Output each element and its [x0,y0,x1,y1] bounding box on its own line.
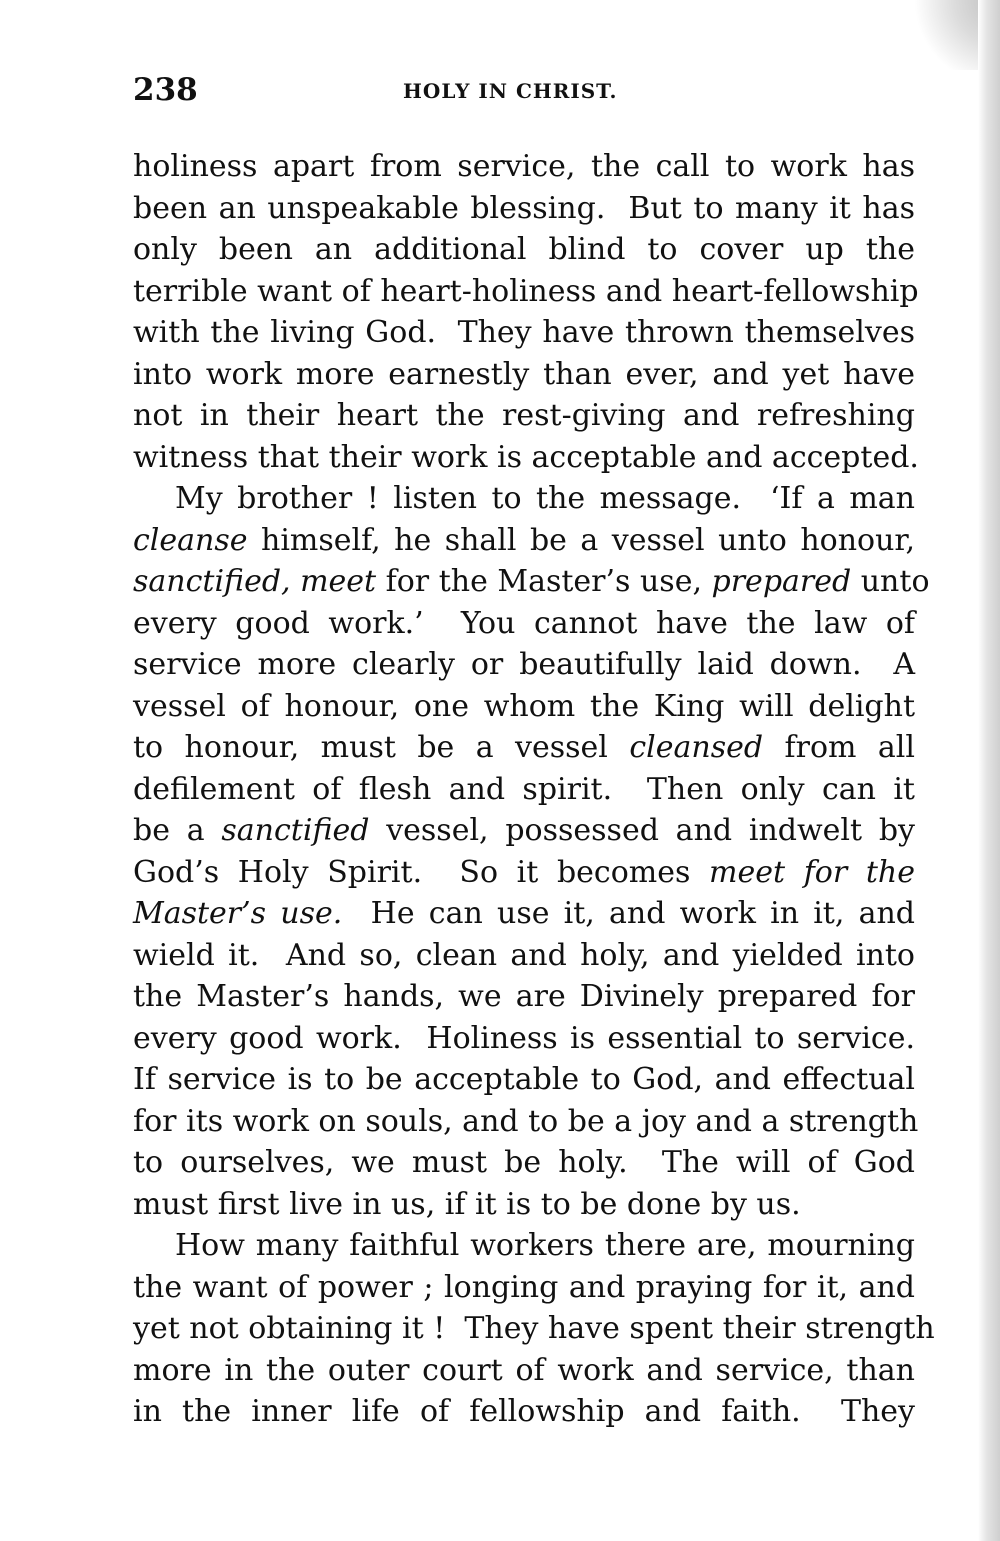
text-line [133,1225,915,1267]
text-segment: every good work.’ You cannot have the law of [133,605,915,641]
text-segment: for the Master’s use, [376,564,712,599]
running-head: HOLY IN CHRIST. [403,79,618,103]
text-segment: every good work. Holiness is essential to service. [133,1020,915,1056]
text-line [133,229,915,271]
text-line [133,686,915,728]
text-line [133,520,915,562]
text-segment: into work more earnestly than ever, and yet have [133,356,915,392]
italic-text: sanctified, meet [133,564,377,599]
text-segment: God’s Holy Spirit. So it becomes [133,854,710,890]
text-segment: the Master’s hands, we are Divinely prepared for [133,979,915,1014]
text-line [133,1391,915,1433]
text-line [133,1350,915,1392]
text-segment: wield it. And so, clean and holy, and yielded into [133,937,915,973]
text-line [133,1059,915,1101]
italic-text: cleansed [629,730,764,765]
text-line [133,395,915,437]
text-segment: must first live in us, if it is to be done by us. [133,1186,801,1222]
text-line [133,810,915,852]
text-segment: be a [133,813,222,848]
text-segment: for its work on souls, and to be a joy and a strength [133,1103,919,1139]
body-text [133,146,935,1433]
text-line [133,1308,935,1350]
text-line [133,976,915,1018]
page-edge-shadow [978,0,1000,1541]
text-segment: to honour, must be a vessel [133,730,630,765]
text-line [133,1018,915,1060]
text-segment: been an unspeakable blessing. But to many it has [133,190,915,226]
text-line [133,1267,915,1309]
text-segment: terrible want of heart-holiness and heart-fellowship [133,273,919,309]
text-line [133,561,930,603]
text-segment: more in the outer court of work and service, than [133,1352,915,1388]
italic-text: cleanse [133,522,248,558]
text-line [133,893,915,935]
text-segment: vessel, possessed and indwelt by [369,813,915,848]
text-line [133,271,919,313]
text-line [133,769,915,811]
text-line [133,935,915,977]
text-line [133,312,915,354]
italic-text: sanctified [221,813,370,848]
text-segment: He can use it, and work in it, and [342,896,916,931]
text-line [133,603,915,645]
text-segment: the want of power ; longing and praying for it, and [133,1269,915,1305]
text-segment: only been an additional blind to cover up the [133,232,915,267]
text-line [133,1184,915,1226]
italic-text: meet for the [709,854,915,890]
text-line [133,852,915,894]
text-segment: If service is to be acceptable to God, and effectual [133,1062,915,1097]
text-line [133,1101,919,1143]
text-line [133,354,915,396]
text-segment: to ourselves, we must be holy. The will of God [133,1145,915,1180]
text-segment: yet not obtaining it ! They have spent their strength [133,1311,935,1346]
text-segment: service more clearly or beautifully laid down. A [133,647,915,682]
text-segment: with the living God. They have thrown themselves [133,315,915,350]
text-line [133,478,915,520]
text-line [133,727,915,769]
text-segment: My brother ! listen to the message. ‘If a man [175,481,915,516]
text-segment: in the inner life of fellowship and faith. They [133,1394,915,1429]
text-segment: How many faithful workers there are, mourning [175,1228,915,1263]
text-line [133,437,919,479]
text-segment: defilement of flesh and spirit. Then only can it [133,771,915,807]
page-number: 238 [133,72,198,108]
italic-text: Master’s use. [133,896,343,931]
text-segment: vessel of honour, one whom the King will delight [133,688,915,724]
text-line [133,188,915,230]
text-segment: witness that their work is acceptable and accepted. [133,439,919,475]
text-line [133,1142,915,1184]
text-segment: not in their heart the rest-giving and refreshing [133,398,915,433]
text-segment: from all [763,730,915,765]
text-segment: himself, he shall be a vessel unto honour, [247,522,915,558]
page-header [133,70,693,110]
text-segment: unto [851,564,930,599]
text-line [133,644,915,686]
italic-text: prepared [711,564,852,599]
text-segment: holiness apart from service, the call to work has [133,149,915,184]
text-line [133,146,915,188]
